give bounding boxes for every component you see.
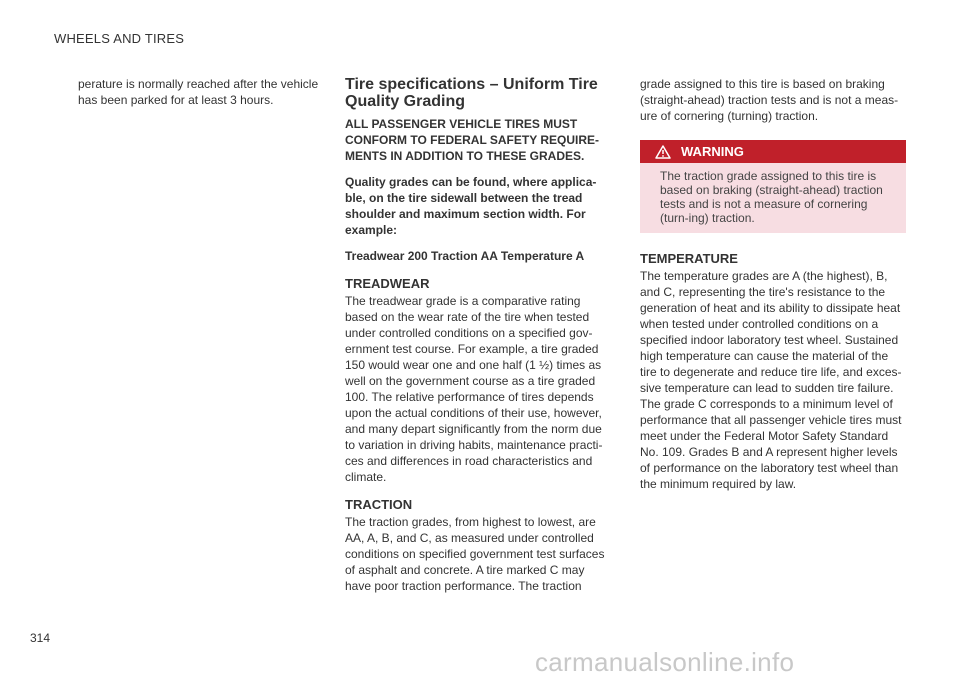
page-header: WHEELS AND TIRES <box>54 31 185 46</box>
page-number: 314 <box>30 631 51 645</box>
treadwear-heading: TREADWEAR <box>345 276 430 291</box>
temperature-text: The temperature grades are A (the highest), B, and C, representing the tire's resistance to the generation of heat and its ability to dissipate heat when tested under controlled conditions on a specified indoor laboratory test wheel. Sustained high temperature can cause the material of the tire to degenerate and reduce tire life, and exces-sive temperature can lead to sudden tire failure. The grade C corresponds to a minimum level of performance that all passenger vehicle tires must meet under the Federal Motor Safety Standard No. 109. Grades B and A represent higher levels of performance on the laboratory test wheel than the minimum required by law. <box>640 269 902 491</box>
warning-box <box>640 140 906 233</box>
warning-header <box>640 140 906 163</box>
traction-heading: TRACTION <box>345 497 413 512</box>
watermark: carmanualsonline.info <box>535 647 795 677</box>
federal-requirements-notice: ALL PASSENGER VEHICLE TIRES MUST CONFORM TO FEDERAL SAFETY REQUIRE-MENTS IN ADDITION TO THESE GRADES. <box>345 117 600 163</box>
column-middle <box>345 76 613 594</box>
column-left <box>78 76 326 108</box>
section-title: Tire specifications – Uniform Tire Quality Grading <box>345 76 598 110</box>
column-right <box>640 76 906 492</box>
continued-paragraph: perature is normally reached after the vehicle has been parked for at least 3 hours. <box>78 77 319 107</box>
warning-label: WARNING <box>681 144 744 159</box>
grade-example: Treadwear 200 Traction AA Temperature A <box>345 249 585 263</box>
treadwear-text: The treadwear grade is a comparative rating based on the wear rate of the tire when tested under controlled conditions on a specified gov-ernment test course. For example, a tire graded 150 would wear one and one half (1 ½) times as well on the government course as a tire graded 100. The relative performance of tires depends upon the actual conditions of their use, however, and many depart significantly from the norm due to variation in driving habits, maintenance practi-ces and differences in road characteristics and climate. <box>345 294 603 484</box>
traction-text: The traction grades, from highest to lowest, are AA, A, B, and C, as measured under controlled conditions on specified government test surfaces of asphalt and concrete. A tire marked C may have poor traction performance. The traction <box>345 515 605 593</box>
warning-text: The traction grade assigned to this tire is based on braking (straight-ahead) traction tests and is not a measure of cornering (turn-ing) traction. <box>660 169 883 225</box>
temperature-heading: TEMPERATURE <box>640 251 738 266</box>
quality-grades-location: Quality grades can be found, where applica-ble, on the tire sidewall between the tread shoulder and maximum section width. For example: <box>345 175 597 237</box>
warning-triangle-icon <box>655 145 671 159</box>
traction-continued-text: grade assigned to this tire is based on braking (straight-ahead) traction tests and is not a meas-ure of cornering (turning) traction. <box>640 77 899 123</box>
